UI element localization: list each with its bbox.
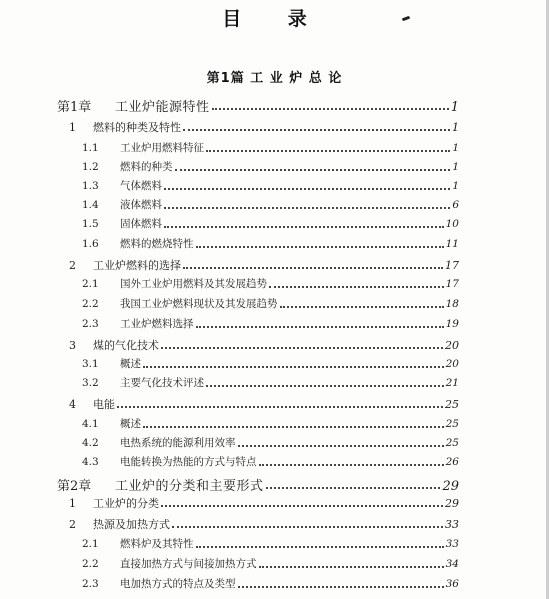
- toc-entry-number: 3: [69, 339, 76, 352]
- toc-entry-page-number: 1: [450, 100, 459, 115]
- dot-leader: [161, 505, 443, 507]
- dot-leader: [206, 385, 444, 387]
- toc-entry-label: 燃料炉及其特性: [120, 538, 194, 550]
- toc-entry-label: 直接加热方式与间接加热方式: [120, 558, 257, 570]
- toc-entry-sub[interactable]: [82, 536, 459, 551]
- toc-entry-page-number: 25: [445, 398, 459, 411]
- toc-entry-section[interactable]: [69, 119, 459, 135]
- toc-entry-sub[interactable]: [82, 454, 459, 469]
- toc-entry-sub[interactable]: [82, 236, 459, 251]
- toc-entry-section[interactable]: [69, 516, 459, 532]
- toc-entry-page-number: 1: [452, 142, 459, 154]
- toc-entry-sub[interactable]: [82, 316, 459, 331]
- toc-entry-number: 第1章: [57, 100, 92, 115]
- toc-entry-page-number: 29: [442, 479, 459, 494]
- dot-leader: [172, 526, 443, 528]
- toc-entry-label: 电能转换为热能的方式与特点: [120, 456, 257, 468]
- toc-entry-page-number: 21: [445, 377, 459, 389]
- dot-leader: [164, 226, 444, 228]
- toc-entry-number: 1.4: [82, 199, 99, 211]
- toc-entry-label: 电能: [93, 398, 115, 411]
- toc-entry-page-number: 33: [445, 518, 459, 531]
- toc-entry-label: 燃料的燃烧特性: [120, 238, 194, 250]
- toc-entry-number: 4.1: [82, 418, 99, 430]
- toc-entry-label: 概述: [120, 418, 141, 430]
- dot-leader: [164, 207, 450, 209]
- toc-entry-number: 1.2: [82, 161, 99, 173]
- toc-entry-number: 1.6: [82, 238, 99, 250]
- toc-entry-number: 2: [69, 259, 76, 272]
- toc-entry-sub[interactable]: [82, 159, 459, 174]
- toc-entry-page-number: 1: [452, 121, 459, 134]
- toc-entry-page-number: 20: [445, 358, 459, 370]
- toc-entry-number: 2: [69, 518, 76, 531]
- toc-entry-number: 第2章: [57, 479, 92, 494]
- toc-entry-number: 2.2: [82, 298, 99, 310]
- toc-entry-number: 3.2: [82, 377, 99, 389]
- toc-entry-section[interactable]: [69, 495, 459, 511]
- toc-entry-sub[interactable]: [82, 576, 459, 591]
- toc-entry-page-number: 10: [445, 218, 459, 230]
- toc-entry-label: 主要气化技术评述: [120, 377, 204, 389]
- toc-entry-label: 工业炉用燃料特征: [120, 142, 204, 154]
- dot-leader: [266, 487, 441, 489]
- toc-entry-sub[interactable]: [82, 296, 459, 311]
- dot-leader: [269, 286, 444, 288]
- toc-entry-label: 工业炉燃料的选择: [93, 259, 181, 272]
- toc-entry-number: 3.1: [82, 358, 99, 370]
- toc-entry-sub[interactable]: [82, 556, 459, 571]
- toc-entry-page-number: 6: [452, 199, 459, 211]
- toc-entry-number: 1.1: [82, 142, 99, 154]
- toc-entry-page-number: 11: [445, 238, 459, 250]
- dot-leader: [143, 426, 444, 428]
- toc-entry-number: 4.3: [82, 456, 99, 468]
- toc-entry-sub[interactable]: [82, 435, 459, 450]
- toc-entry-number: 2.3: [82, 578, 99, 590]
- toc-entry-chapter[interactable]: [57, 96, 459, 115]
- toc-entry-sub[interactable]: [82, 178, 459, 193]
- toc-entry-label: 固体燃料: [120, 218, 162, 230]
- toc-entry-label: 工业炉的分类和主要形式: [115, 479, 264, 494]
- toc-entry-number: 1: [69, 497, 76, 510]
- toc-entry-section[interactable]: [69, 337, 459, 353]
- part-heading: 第1篇 工 业 炉 总 论: [206, 71, 343, 86]
- toc-entry-label: 煤的气化技术: [93, 339, 159, 352]
- toc-entry-page-number: 19: [445, 318, 459, 330]
- dot-leader: [183, 129, 450, 131]
- toc-entry-number: 2.1: [82, 278, 99, 290]
- toc-entry-page-number: 33: [445, 538, 459, 550]
- dot-leader: [196, 546, 444, 548]
- toc-entry-label: 液体燃料: [120, 199, 162, 211]
- toc-entry-sub[interactable]: [82, 356, 459, 371]
- toc-entry-sub[interactable]: [82, 276, 459, 291]
- dot-leader: [280, 306, 444, 308]
- toc-entry-number: 2.3: [82, 318, 99, 330]
- toc-entry-number: 1.5: [82, 218, 99, 230]
- toc-entry-page-number: 18: [445, 298, 459, 310]
- dot-leader: [238, 445, 444, 447]
- toc-entry-label: 气体燃料: [120, 180, 162, 192]
- toc-entry-page-number: 1: [452, 161, 459, 173]
- toc-entry-number: 2.1: [82, 538, 99, 550]
- toc-entry-label: 工业炉燃料选择: [120, 318, 194, 330]
- toc-entry-number: 1.3: [82, 180, 99, 192]
- toc-entry-sub[interactable]: [82, 375, 459, 390]
- dot-leader: [259, 566, 444, 568]
- toc-entry-label: 国外工业炉用燃料及其发展趋势: [120, 278, 267, 290]
- toc-entry-label: 工业炉能源特性: [115, 100, 210, 115]
- toc-entry-number: 2.2: [82, 558, 99, 570]
- dot-leader: [259, 464, 444, 466]
- toc-entry-page-number: 1: [452, 180, 459, 192]
- toc-entry-sub[interactable]: [82, 216, 459, 231]
- toc-entry-label: 热源及加热方式: [93, 518, 170, 531]
- toc-entry-label: 工业炉的分类: [93, 497, 159, 510]
- toc-entry-number: 4: [69, 398, 76, 411]
- dot-leader: [117, 406, 443, 408]
- dot-leader: [183, 267, 443, 269]
- toc-entry-page-number: 29: [445, 497, 459, 510]
- dot-leader: [161, 347, 443, 349]
- toc-entry-label: 概述: [120, 358, 141, 370]
- toc-entry-chapter[interactable]: [57, 475, 459, 494]
- toc-entry-label: 燃料的种类及特性: [93, 121, 181, 134]
- toc-entry-label: 电加热方式的特点及类型: [120, 578, 236, 590]
- dot-leader: [164, 188, 450, 190]
- toc-entry-page-number: 17: [445, 278, 459, 290]
- toc-entry-section[interactable]: [69, 257, 459, 273]
- dot-leader: [175, 169, 451, 171]
- toc-title: 目 录: [222, 8, 327, 30]
- toc-entry-number: 1: [69, 121, 76, 134]
- toc-entry-label: 我国工业炉燃料现状及其发展趋势: [120, 298, 278, 310]
- dot-leader: [143, 366, 444, 368]
- dot-leader: [196, 246, 444, 248]
- toc-entry-section[interactable]: [69, 396, 459, 412]
- toc-entry-page-number: 26: [445, 456, 459, 468]
- dot-leader: [196, 326, 444, 328]
- toc-entry-page-number: 25: [445, 437, 459, 449]
- toc-entry-number: 4.2: [82, 437, 99, 449]
- toc-entry-page-number: 34: [445, 558, 459, 570]
- toc-entry-sub[interactable]: [82, 140, 459, 155]
- dot-leader: [238, 586, 444, 588]
- toc-entry-page-number: 25: [445, 418, 459, 430]
- toc-entry-sub[interactable]: [82, 416, 459, 431]
- toc-entry-label: 燃料的种类: [120, 161, 173, 173]
- toc-entry-page-number: 20: [445, 339, 459, 352]
- toc-entry-page-number: 36: [445, 578, 459, 590]
- dot-leader: [212, 108, 449, 110]
- dot-leader: [206, 150, 450, 152]
- toc-entry-sub[interactable]: [82, 197, 459, 212]
- toc-entry-label: 电热系统的能源利用效率: [120, 437, 236, 449]
- toc-entry-page-number: 17: [445, 259, 459, 272]
